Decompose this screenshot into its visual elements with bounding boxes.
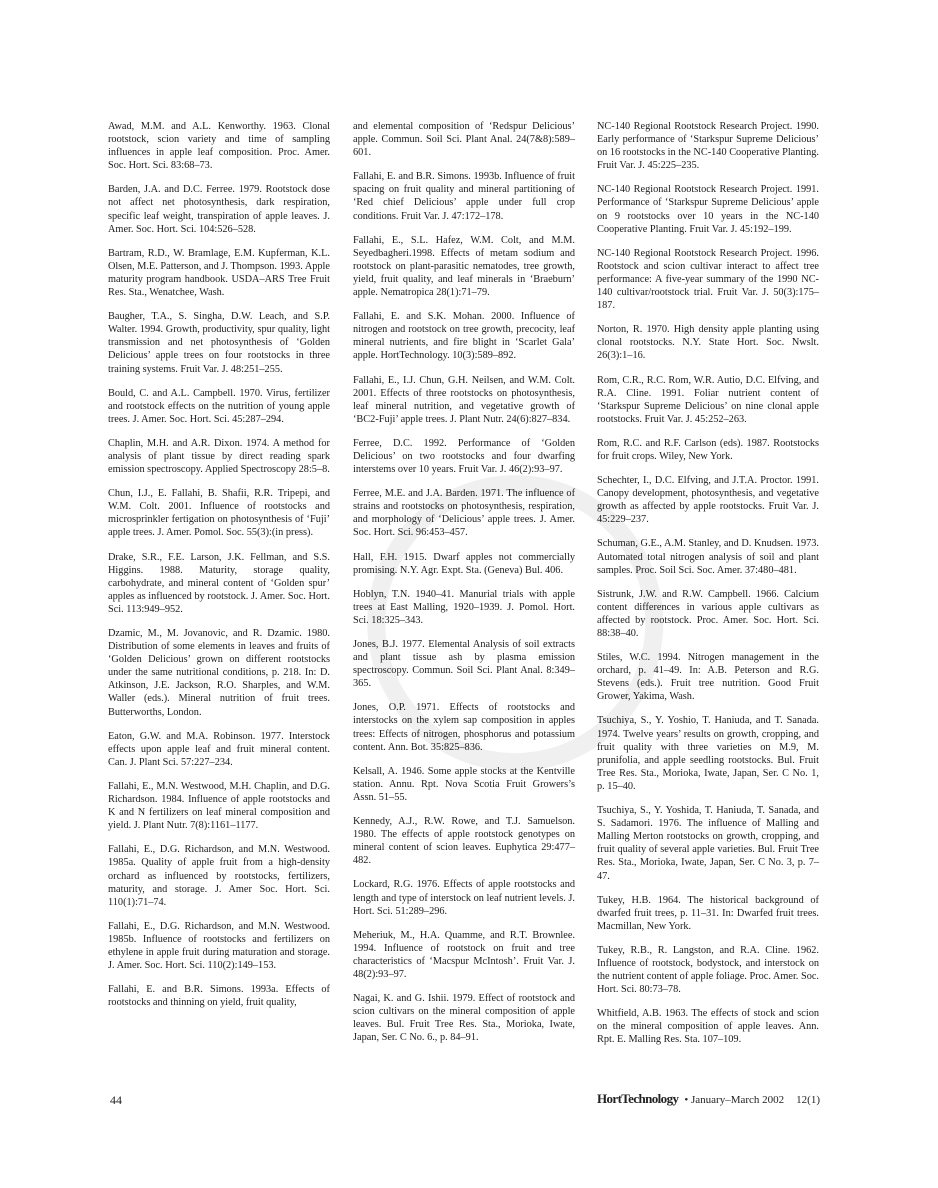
reference-entry: Tukey, R.B., R. Langston, and R.A. Cline. 1962. Influence of rootstock, bodystock, and interstock on the nutrient content of apple foliage. Proc. Amer. Soc. Hort. Sci. 80:73–78. — [597, 944, 819, 996]
reference-entry: Fallahi, E. and S.K. Mohan. 2000. Influence of nitrogen and rootstock on tree growth, precocity, leaf mineral nutrients, and fire blight in ‘Scarlet Gala’ apple. HortTechnology. 10(3):589–892. — [353, 311, 575, 362]
reference-entry: Kelsall, A. 1946. Some apple stocks at the Kentville station. Annu. Rpt. Nova Scotia Fruit Growers’s Assn. 51–55. — [353, 765, 575, 803]
reference-entry: Nagai, K. and G. Ishii. 1979. Effect of rootstock and scion cultivars on the mineral composition of apple leaves. Bul. Fruit Tree Res. Sta., Morioka, Iwate, Japan, Ser. C No. 6., p. 84–91. — [353, 993, 575, 1044]
reference-entry: Jones, B.J. 1977. Elemental Analysis of soil extracts and plant tissue ash by plasma emission spectroscopy. Commun. Soil Sci. Plant Anal. 8:349–365. — [353, 639, 575, 690]
reference-entry: Ferree, M.E. and J.A. Barden. 1971. The influence of strains and rootstocks on photosynthesis, respiration, and morphology of ‘Delicious’ apple trees. J. Amer. Soc. Hort. Sci. 96:453–457. — [353, 488, 575, 539]
reference-entry: Rom, C.R., R.C. Rom, W.R. Autio, D.C. Elfving, and R.A. Cline. 1991. Foliar nutrient content of ‘Starkspur Supreme Delicious’ on nine clonal apple rootstocks. Fruit Var. J. 45:252–263. — [597, 374, 819, 425]
reference-entry: Whitfield, A.B. 1963. The effects of stock and scion on the mineral composition of apple leaves. Ann. Rpt. E. Malling Res. Sta. 107–109. — [597, 1008, 819, 1046]
reference-entry: Fallahi, E., D.G. Richardson, and M.N. Westwood. 1985b. Influence of rootstocks and fertilizers on ethylene in apple fruit during maturation and storage. J. Amer. Soc. Hort. Sci. 110(2):149–153. — [108, 920, 330, 972]
reference-entry: Barden, J.A. and D.C. Ferree. 1979. Rootstock dose not affect net photosynthesis, dark respiration, specific leaf weight, transpiration of apple leaves. J. Amer. Soc. Hort. Sci. 104:526–528. — [108, 184, 330, 235]
reference-entry: Meheriuk, M., H.A. Quamme, and R.T. Brownlee. 1994. Influence of rootstock on fruit and tree characteristics of ‘Macspur McIntosh’. Fruit Var. J. 48(2):93–97. — [353, 929, 575, 980]
reference-entry: Norton, R. 1970. High density apple planting using clonal rootstocks. N.Y. State Hort. Soc. Nwslt. 26(3):1–16. — [597, 324, 819, 362]
reference-entry: Tsuchiya, S., Y. Yoshio, T. Haniuda, and T. Sanada. 1974. Twelve years’ results on growth, cropping, and fruit quality with three varieties on M.9, M. prunifolia, and apple seedling rootstocks. Bul. Fruit Tree Res. Sta., Morioka, Iwate, Japan, Ser. C No. 1, p. 15–40. — [597, 715, 819, 792]
reference-entry: Fallahi, E., M.N. Westwood, M.H. Chaplin, and D.G. Richardson. 1984. Influence of apple rootstocks and K and N fertilizers on leaf mineral composition and yield. J. Plant Nutr. 7(8):1161–1177. — [108, 780, 330, 832]
reference-entry: Chun, I.J., E. Fallahi, B. Shafii, R.R. Tripepi, and W.M. Colt. 2001. Influence of rootstocks and microsprinkler fertigation on photosynthesis of ‘Fuji’ apple trees. J. Amer. Pomol. Soc. 55(3):(in press). — [108, 488, 330, 539]
page-footer — [108, 1091, 820, 1111]
journal-logo: HortTechnology — [596, 1091, 679, 1106]
reference-entry: Lockard, R.G. 1976. Effects of apple rootstocks and length and type of interstock on leaf nutrient levels. J. Hort. Sci. 51:289–296. — [353, 879, 575, 917]
references-column-3 — [597, 120, 819, 1058]
reference-entry: Kennedy, A.J., R.W. Rowe, and T.J. Samuelson. 1980. The effects of apple rootstock genotypes on mineral content of scion leaves. Euphytica 29:477–482. — [353, 816, 575, 867]
reference-entry: Rom, R.C. and R.F. Carlson (eds). 1987. Rootstocks for fruit crops. Wiley, New York. — [597, 437, 819, 462]
reference-entry: Jones, O.P. 1971. Effects of rootstocks and interstocks on the xylem sap composition in apples trees: Effects of nitrogen, phosphorus and potassium content. Ann. Bot. 35:825–836. — [353, 702, 575, 753]
page-number: 44 — [110, 1093, 122, 1107]
reference-entry: Awad, M.M. and A.L. Kenworthy. 1963. Clonal rootstock, scion variety and time of sampling influences in apple leaf composition. Proc. Amer. Soc. Hort. Sci. 83:68–73. — [108, 121, 330, 172]
volume-issue: 12(1) — [796, 1094, 820, 1106]
reference-entry: Baugher, T.A., S. Singha, D.W. Leach, and S.P. Walter. 1994. Growth, productivity, spur quality, light transmission and net photosynthesis of ‘Golden Delicious’ apple trees on four rootstocks in three training systems. Fruit Var. J. 48:251–255. — [108, 311, 330, 375]
reference-entry: Tukey, H.B. 1964. The historical background of dwarfed fruit trees, p. 11–31. In: Dwarfed fruit trees. Macmillan, New York. — [597, 894, 819, 932]
reference-entry: Tsuchiya, S., Y. Yoshida, T. Haniuda, T. Sanada, and S. Sadamori. 1976. The influence of Malling and Malling Merton rootstocks on growth, cropping, and fruit quality of several apple varieties. Bul. Fruit Tree Res. Sta., Morioka, Iwate, Japan, Ser. C No. 3, p. 7–47. — [597, 805, 819, 882]
reference-entry: NC-140 Regional Rootstock Research Project. 1990. Early performance of ‘Starkspur Supreme Delicious’ on 16 rootstocks in the NC-140 Cooperative Planting. Fruit Var. J. 45:225–235. — [597, 121, 819, 172]
reference-entry: Fallahi, E., D.G. Richardson, and M.N. Westwood. 1985a. Quality of apple fruit from a high-density orchard as influenced by rootstocks, fertilizers, maturity, and storage. J. Amer Soc. Hort. Sci. 110(1):71–74. — [108, 844, 330, 908]
reference-entry: Eaton, G.W. and M.A. Robinson. 1977. Interstock effects upon apple leaf and fruit mineral content. Can. J. Plant Sci. 57:227–234. — [108, 730, 330, 768]
reference-entry: NC-140 Regional Rootstock Research Project. 1996. Rootstock and scion cultivar interact to affect tree performance: A five-year summary of the 1990 NC-140 cultivar/rootstock trial. Fruit Var. J. 50(3):175–187. — [597, 247, 819, 312]
references-column-1 — [108, 120, 330, 1020]
reference-entry: Fallahi, E. and B.R. Simons. 1993b. Influence of fruit spacing on fruit quality and mineral partitioning of ‘Red chief Delicious’ apple under full crop conditions. Fruit Var. J. 47:172–178. — [353, 171, 575, 222]
reference-entry: Fallahi, E. and B.R. Simons. 1993a. Effects of rootstocks and thinning on yield, fruit quality, — [108, 984, 330, 1009]
reference-entry: Hall, F.H. 1915. Dwarf apples not commercially promising. N.Y. Agr. Expt. Sta. (Geneva) Bul. 406. — [353, 551, 575, 576]
reference-entry: NC-140 Regional Rootstock Research Project. 1991. Performance of ‘Starkspur Supreme Delicious’ apple on 9 rootstocks over 10 years in the NC-140 Cooperative Planting. Fruit Var. J. 45:192–199. — [597, 184, 819, 235]
reference-entry: Chaplin, M.H. and A.R. Dixon. 1974. A method for analysis of plant tissue by direct reading spark emission spectroscopy. Applied Spectroscopy 28:5–8. — [108, 437, 330, 476]
reference-entry: Schechter, I., D.C. Elfving, and J.T.A. Proctor. 1991. Canopy development, photosynthesis, and vegetative growth as affected by apple rootstocks. Fruit Var. J. 45:229–237. — [597, 475, 819, 526]
reference-entry: Schuman, G.E., A.M. Stanley, and D. Knudsen. 1973. Automated total nitrogen analysis of soil and plant samples. Proc. Soil Sci. Soc. Amer. 37:480–481. — [597, 538, 819, 576]
references-column-2 — [353, 120, 575, 1055]
reference-entry: Drake, S.R., F.E. Larson, J.K. Fellman, and S.S. Higgins. 1988. Maturity, storage quality, carbohydrate, and mineral content of ‘Golden spur’ apples as influenced by rootstock. J. Amer. Soc. Hort. Sci. 113:949–952. — [108, 551, 330, 615]
reference-entry: Dzamic, M., M. Jovanovic, and R. Dzamic. 1980. Distribution of some elements in leaves and fruits of ‘Golden Delicious’ grown on different rootstocks under the same nutritional conditions, p. 218. In: D. Atkinson, J.E. Jackson, R.O. Sharples, and W.M. Waller (eds.). Mineral nutrition of fruit trees. Butterworths, London. — [108, 628, 330, 718]
reference-entry: Fallahi, E., I.J. Chun, G.H. Neilsen, and W.M. Colt. 2001. Effects of three rootstocks on photosynthesis, leaf mineral nutrition, and vegetative growth of ‘BC2-Fuji’ apple trees. J. Plant Nutr. 24(6):827–834. — [353, 374, 575, 425]
journal-info — [597, 1091, 820, 1107]
reference-entry: Ferree, D.C. 1992. Performance of ‘Golden Delicious’ on two rootstocks and four dwarfing interstems over 10 years. Fruit Var. J. 46(2):93–97. — [353, 437, 575, 476]
reference-entry: Hoblyn, T.N. 1940–41. Manurial trials with apple trees at East Malling, 1920–1939. J. Pomol. Hort. Sci. 18:325–343. — [353, 588, 575, 626]
reference-entry: Stiles, W.C. 1994. Nitrogen management in the orchard, p. 41–49. In: A.B. Peterson and R.G. Stevens (eds.). Fruit tree nutrition. Good Fruit Grower, Yakima, Wash. — [597, 652, 819, 703]
reference-entry: Bartram, R.D., W. Bramlage, E.M. Kupferman, K.L. Olsen, M.E. Patterson, and J. Thompson. 1993. Apple maturity program handbook. USDA–ARS Tree Fruit Res. Sta., Wenatchee, Wash. — [108, 247, 330, 299]
reference-entry: Sistrunk, J.W. and R.W. Campbell. 1966. Calcium content differences in various apple cultivars as affected by rootstock. Proc. Amer. Soc. Hort. Sci. 88:38–40. — [597, 588, 819, 639]
reference-entry: Bould, C. and A.L. Campbell. 1970. Virus, fertilizer and rootstock effects on the nutrition of young apple trees. J. Amer. Soc. Hort. Sci. 45:287–294. — [108, 387, 330, 425]
reference-entry: and elemental composition of ‘Redspur Delicious’ apple. Commun. Soil Sci. Plant Anal. 24(7&8):589–601. — [353, 121, 575, 159]
issue-date: • January–March 2002 — [684, 1094, 785, 1106]
reference-entry: Fallahi, E., S.L. Hafez, W.M. Colt, and M.M. Seyedbagheri.1998. Effects of metam sodium and rootstock on plant-parasitic nematodes, tree growth, yield, fruit quality, and leaf minerals in ‘Braeburn’ apple. Nematropica 28(1):71–79. — [353, 234, 575, 299]
